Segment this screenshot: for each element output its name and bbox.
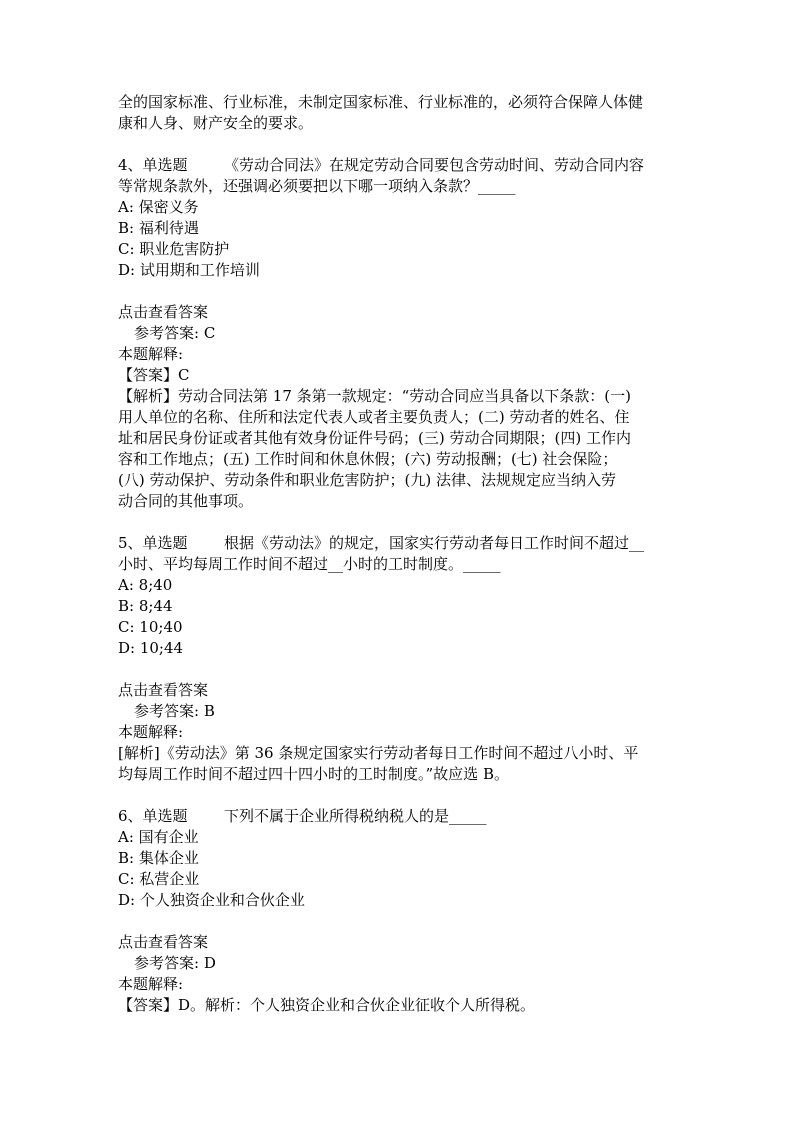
option-a: A: 国有企业 — [118, 828, 199, 846]
explanation-line: 址和居民身份证或者其他有效身份证件号码；(三) 劳动合同期限；(四) 工作内 — [118, 429, 631, 447]
intro-line: 康和人身、财产安全的要求。 — [118, 114, 314, 132]
option-d: D: 试用期和工作培训 — [118, 261, 260, 279]
option-c: C: 私营企业 — [118, 870, 200, 888]
option-a: A: 8;40 — [118, 576, 173, 594]
reference-answer: 参考答案: C — [134, 324, 216, 342]
explanation-line: 【解析】劳动合同法第 17 条第一款规定：“劳动合同应当具备以下条款：(一) — [118, 387, 631, 405]
question-stem: 《劳动合同法》在规定劳动合同要包含劳动时间、劳动合同内容 — [224, 156, 645, 174]
show-answer-link[interactable]: 点击查看答案 — [118, 933, 209, 951]
question-number: 6、单选题 — [118, 807, 188, 825]
question-number: 5、单选题 — [118, 534, 188, 552]
show-answer-link[interactable]: 点击查看答案 — [118, 303, 209, 321]
explanation-title: 本题解释: — [118, 345, 184, 363]
option-d: D: 个人独资企业和合伙企业 — [118, 891, 305, 909]
reference-answer: 参考答案: D — [134, 954, 216, 972]
explanation-line: 均每周工作时间不超过四十四小时的工时制度。”故应选 B。 — [118, 765, 509, 783]
show-answer-link[interactable]: 点击查看答案 — [118, 681, 209, 699]
question-stem: 等常规条款外，还强调必须要把以下哪一项纳入条款？_____ — [118, 177, 516, 195]
option-d: D: 10;44 — [118, 639, 184, 657]
reference-answer: 参考答案: B — [134, 702, 215, 720]
question-stem: 小时、平均每周工作时间不超过__小时的工时制度。_____ — [118, 555, 501, 573]
option-c: C: 10;40 — [118, 618, 183, 636]
question-5-header — [118, 533, 688, 554]
option-b: B: 福利待遇 — [118, 219, 199, 237]
document-page — [118, 92, 688, 1016]
question-4-header — [118, 155, 688, 176]
explanation-title: 本题解释: — [118, 723, 184, 741]
explanation-line: 容和工作地点；(五) 工作时间和休息休假；(六) 劳动报酬；(七) 社会保险； — [118, 450, 618, 468]
option-c: C: 职业危害防护 — [118, 240, 230, 258]
explanation-line: (八) 劳动保护、劳动条件和职业危害防护；(九) 法律、法规规定应当纳入劳 — [118, 471, 616, 489]
question-number: 4、单选题 — [118, 156, 188, 174]
question-stem: 下列不属于企业所得税纳税人的是_____ — [224, 807, 487, 825]
explanation-line: 【答案】C — [118, 366, 190, 384]
explanation-line: 动合同的其他事项。 — [118, 492, 254, 510]
question-6-header — [118, 806, 688, 827]
intro-line: 全的国家标准、行业标准，未制定国家标准、行业标准的，必须符合保障人体健 — [118, 93, 644, 111]
explanation-title: 本题解释: — [118, 975, 184, 993]
option-b: B: 集体企业 — [118, 849, 199, 867]
option-b: B: 8;44 — [118, 597, 173, 615]
question-stem: 根据《劳动法》的规定，国家实行劳动者每日工作时间不超过__ — [224, 534, 645, 552]
option-a: A: 保密义务 — [118, 198, 199, 216]
explanation-line: [解析]《劳动法》第 36 条规定国家实行劳动者每日工作时间不超过八小时、平 — [118, 744, 639, 762]
explanation-line: 【答案】D。解析：个人独资企业和合伙企业征收个人所得税。 — [118, 996, 536, 1014]
explanation-line: 用人单位的名称、住所和法定代表人或者主要负责人；(二) 劳动者的姓名、住 — [118, 408, 630, 426]
